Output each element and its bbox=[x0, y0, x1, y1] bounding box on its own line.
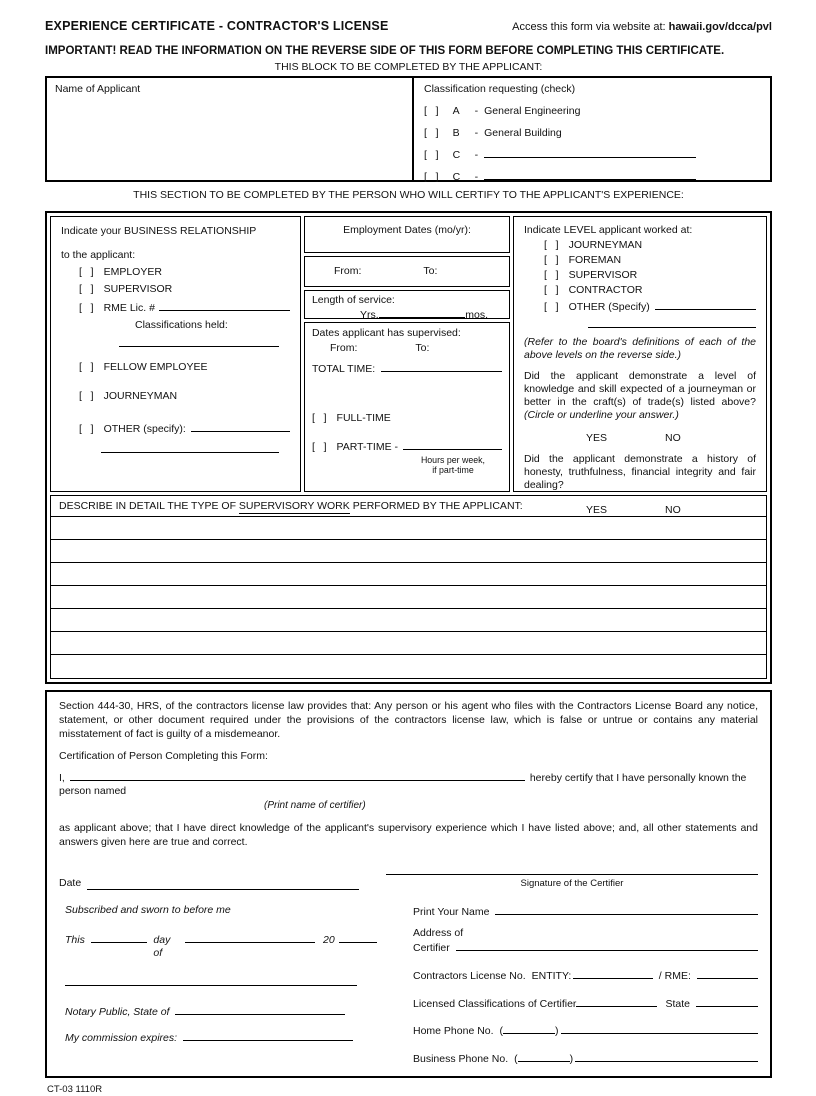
rme-label: RME Lic. # bbox=[103, 302, 155, 314]
classification-option-label: General Engineering bbox=[484, 105, 581, 117]
level-option-foreman bbox=[544, 254, 756, 267]
day-of-label: day of bbox=[153, 933, 171, 959]
signature-blank[interactable] bbox=[386, 865, 758, 875]
classification-blank-line[interactable] bbox=[484, 156, 696, 158]
employment-from-to-row bbox=[304, 256, 510, 287]
certify-section-caption: THIS SECTION TO BE COMPLETED BY THE PERSON WHO WILL CERTIFY TO THE APPLICANT'S EXPERIENCE: bbox=[133, 189, 684, 201]
date-signature-row bbox=[59, 865, 758, 890]
checkbox-icon[interactable]: [ ] bbox=[424, 105, 439, 117]
year-prefix: 20 bbox=[323, 933, 335, 946]
classifications-blank[interactable] bbox=[576, 996, 657, 1007]
employment-dates-column bbox=[304, 216, 510, 492]
classification-option-c1 bbox=[424, 149, 760, 162]
entity-number-blank[interactable] bbox=[573, 968, 652, 979]
this-label: This bbox=[65, 933, 85, 946]
question-1-answers bbox=[524, 432, 756, 445]
relationship-heading-2: to the applicant: bbox=[61, 249, 136, 261]
home-phone-label: Home Phone No. bbox=[413, 1024, 494, 1037]
checkbox-icon[interactable]: [ ] bbox=[311, 412, 327, 424]
business-phone-blank[interactable] bbox=[575, 1051, 758, 1062]
supervised-from-to-row bbox=[312, 342, 502, 355]
level-option-label: CONTRACTOR bbox=[568, 284, 643, 296]
state-blank[interactable] bbox=[696, 996, 758, 1007]
certification-section bbox=[45, 690, 772, 1078]
describe-writing-line[interactable] bbox=[51, 517, 766, 540]
no-answer[interactable]: NO bbox=[665, 504, 681, 516]
level-column bbox=[513, 216, 767, 516]
full-time-label: FULL-TIME bbox=[336, 412, 391, 424]
classification-code: B bbox=[452, 127, 460, 139]
classification-code: C bbox=[452, 171, 461, 183]
describe-title-post: PERFORMED BY THE APPLICANT: bbox=[349, 500, 523, 512]
no-answer[interactable]: NO bbox=[665, 432, 681, 444]
to-label: To: bbox=[423, 265, 438, 277]
business-phone-row bbox=[413, 1051, 758, 1066]
checkbox-icon[interactable]: [ ] bbox=[424, 149, 439, 161]
hereby-text: hereby certify that I have personally known the person named bbox=[59, 772, 747, 798]
applicant-block-caption: THIS BLOCK TO BE COMPLETED BY THE APPLICANT: bbox=[274, 61, 543, 73]
supervisor-label: SUPERVISOR bbox=[103, 283, 173, 295]
checkbox-icon[interactable]: [ ] bbox=[311, 441, 327, 453]
entity-label: ENTITY: bbox=[531, 969, 572, 982]
notary-public-row bbox=[65, 1004, 377, 1019]
access-url: hawaii.gov/dcca/pvl bbox=[668, 21, 772, 33]
notary-public-label: Notary Public, State of bbox=[65, 1005, 170, 1018]
describe-writing-line[interactable] bbox=[51, 632, 766, 655]
supervised-to-label: To: bbox=[415, 342, 430, 354]
certifier-name-blank[interactable] bbox=[70, 779, 525, 781]
business-relationship-column bbox=[50, 216, 301, 492]
yes-answer[interactable]: YES bbox=[586, 504, 608, 516]
describe-writing-line[interactable] bbox=[51, 655, 766, 678]
sworn-text: Subscribed and sworn to before me bbox=[65, 903, 231, 916]
journeyman-option bbox=[79, 390, 290, 403]
i-label: I, bbox=[59, 772, 65, 785]
notary-signature-blank[interactable] bbox=[65, 976, 357, 986]
classification-option-c2 bbox=[424, 171, 760, 184]
checkbox-icon[interactable]: [ ] bbox=[424, 127, 439, 139]
checkbox-icon[interactable]: [ ] bbox=[424, 171, 439, 183]
print-name-label: Print Your Name bbox=[413, 905, 490, 918]
day-blank[interactable] bbox=[91, 941, 148, 943]
supervisor-option bbox=[79, 283, 290, 296]
commission-label: My commission expires: bbox=[65, 1031, 178, 1044]
supervised-from-label: From: bbox=[329, 342, 358, 354]
commission-row bbox=[65, 1030, 377, 1045]
mos-label: mos. bbox=[465, 309, 488, 321]
question-2-answers bbox=[524, 504, 756, 517]
employer-option bbox=[79, 266, 290, 279]
level-other-blank-2[interactable] bbox=[588, 326, 756, 328]
describe-writing-line[interactable] bbox=[51, 563, 766, 586]
describe-title-underlined: SUPERVISORY WORK bbox=[238, 500, 350, 512]
fellow-employee-option bbox=[79, 361, 290, 374]
business-phone-label: Business Phone No. bbox=[413, 1052, 509, 1065]
yrs-mos-blank[interactable] bbox=[379, 307, 466, 318]
hours-note bbox=[404, 455, 502, 475]
classifications-held-label: Classifications held: bbox=[135, 319, 228, 331]
classification-blank-line[interactable] bbox=[484, 178, 696, 180]
certification-label: Certification of Person Completing this Form: bbox=[59, 750, 268, 763]
level-option-other bbox=[544, 299, 756, 314]
date-label: Date bbox=[59, 876, 82, 889]
important-notice: IMPORTANT! READ THE INFORMATION ON THE REVERSE SIDE OF THIS FORM BEFORE COMPLETING THIS CERTIFICATE. bbox=[45, 45, 725, 57]
describe-title-pre: DESCRIBE IN DETAIL THE TYPE OF bbox=[59, 500, 239, 512]
fellow-employee-label: FELLOW EMPLOYEE bbox=[103, 361, 208, 373]
paren-open: ( bbox=[514, 1052, 518, 1065]
employment-dates-title: Employment Dates (mo/yr): bbox=[304, 216, 510, 253]
yrs-label: Yrs. bbox=[359, 309, 379, 321]
checkbox-icon[interactable]: [ ] bbox=[544, 254, 559, 266]
checkbox-icon[interactable]: [ ] bbox=[544, 239, 559, 251]
question-1-text: Did the applicant demonstrate a level of knowledge and skill expected of a journeyman or better in the craft(s) of trade(s) listed above? bbox=[524, 370, 756, 408]
checkbox-icon[interactable]: [ ] bbox=[544, 269, 559, 281]
area-code-blank[interactable] bbox=[503, 1023, 555, 1034]
checkbox-icon[interactable]: [ ] bbox=[79, 361, 94, 373]
print-name-blank[interactable] bbox=[495, 904, 758, 915]
from-label: From: bbox=[333, 265, 362, 277]
classification-code: C bbox=[452, 149, 461, 161]
classification-option-b bbox=[424, 127, 760, 140]
commission-blank[interactable] bbox=[183, 1030, 353, 1041]
journeyman-label: JOURNEYMAN bbox=[103, 390, 178, 402]
hours-note-line2: if part-time bbox=[432, 465, 474, 475]
rme-slash-label: / RME: bbox=[658, 969, 691, 982]
part-time-label: PART-TIME - bbox=[336, 441, 398, 453]
level-option-contractor bbox=[544, 284, 756, 297]
yrs-mos-row bbox=[312, 307, 502, 322]
checkbox-icon[interactable]: [ ] bbox=[544, 284, 559, 296]
signature-caption: Signature of the Certifier bbox=[520, 877, 624, 889]
question-1-note: (Circle or underline your answer.) bbox=[524, 409, 679, 421]
other-option bbox=[79, 421, 290, 436]
signature-block bbox=[386, 865, 758, 890]
yes-answer[interactable]: YES bbox=[586, 432, 608, 444]
describe-writing-line[interactable] bbox=[51, 586, 766, 609]
area-code-blank[interactable] bbox=[518, 1051, 570, 1062]
access-label: Access this form via website at: bbox=[512, 21, 666, 33]
checkbox-icon[interactable]: [ ] bbox=[79, 266, 94, 278]
classification-option-label: General Building bbox=[484, 127, 562, 139]
paren-close: ) bbox=[569, 1052, 574, 1065]
classification-code: A bbox=[452, 105, 460, 117]
print-name-note: (Print name of certifier) bbox=[264, 800, 366, 812]
level-option-label: SUPERVISOR bbox=[568, 269, 638, 281]
part-time-hours-blank[interactable] bbox=[403, 439, 502, 450]
home-phone-row bbox=[413, 1023, 758, 1038]
classification-option-a bbox=[424, 105, 760, 118]
part-time-option bbox=[312, 439, 502, 454]
refer-note: (Refer to the board's definitions of each of the above levels on the reverse side.) bbox=[524, 336, 756, 361]
question-2: Did the applicant demonstrate a history of honesty, truthfulness, financial integrity and fair dealing? bbox=[524, 453, 756, 491]
dash: - bbox=[474, 171, 479, 183]
this-day-row bbox=[65, 934, 377, 960]
dash: - bbox=[474, 127, 479, 139]
level-option-label: FOREMAN bbox=[568, 254, 622, 266]
classification-label: Classification requesting (check) bbox=[424, 83, 576, 95]
notary-state-blank[interactable] bbox=[175, 1004, 345, 1015]
paren-open: ( bbox=[499, 1024, 504, 1037]
hours-note-line1: Hours per week, bbox=[420, 455, 485, 465]
year-blank[interactable] bbox=[339, 941, 377, 943]
total-time-label: TOTAL TIME: bbox=[311, 363, 376, 375]
length-of-service-label: Length of service: bbox=[311, 294, 395, 306]
describe-section bbox=[50, 495, 767, 679]
notary-column bbox=[59, 904, 377, 1066]
level-other-label: OTHER (Specify) bbox=[568, 301, 650, 313]
checkbox-icon[interactable]: [ ] bbox=[79, 283, 94, 295]
full-time-option bbox=[312, 412, 502, 425]
checkbox-icon[interactable]: [ ] bbox=[544, 301, 559, 313]
certifier-column bbox=[413, 904, 758, 1066]
other-specify-blank-2[interactable] bbox=[101, 451, 279, 453]
describe-writing-line[interactable] bbox=[51, 540, 766, 563]
date-blank[interactable] bbox=[87, 880, 359, 890]
describe-writing-line[interactable] bbox=[51, 609, 766, 632]
dash: - bbox=[474, 105, 479, 117]
rme-number-blank[interactable] bbox=[697, 968, 758, 979]
checkbox-icon[interactable]: [ ] bbox=[79, 390, 94, 402]
total-time-row bbox=[312, 361, 502, 376]
supervised-box bbox=[304, 322, 510, 492]
certifier-name-row bbox=[59, 772, 758, 798]
month-blank[interactable] bbox=[185, 941, 315, 943]
total-time-blank[interactable] bbox=[381, 361, 502, 372]
classifications-label: Licensed Classifications of Certifier bbox=[413, 997, 577, 1010]
length-of-service-box bbox=[304, 290, 510, 319]
name-of-applicant-cell[interactable] bbox=[47, 78, 412, 180]
state-label: State bbox=[665, 997, 690, 1010]
classifications-row bbox=[413, 996, 758, 1011]
address-row bbox=[413, 940, 758, 955]
form-number: CT-03 1110R bbox=[47, 1083, 103, 1095]
checkbox-icon[interactable]: [ ] bbox=[79, 302, 94, 314]
paren-close: ) bbox=[555, 1024, 559, 1037]
level-option-label: JOURNEYMAN bbox=[568, 239, 643, 251]
license-number-row bbox=[413, 968, 758, 983]
header bbox=[45, 20, 772, 34]
level-other-blank[interactable] bbox=[655, 299, 756, 310]
page-title: EXPERIENCE CERTIFICATE - CONTRACTOR'S LICENSE bbox=[45, 19, 389, 33]
law-text: Section 444-30, HRS, of the contractors license law provides that: Any person or his agent who files with the Contractors License Board any notice, statement, or other document required under the provisions of the contractors license law, which is false or untrue or contains any material misstatement of fact is guilty of a misdemeanor. bbox=[59, 700, 758, 740]
rme-option bbox=[79, 300, 290, 315]
address-blank[interactable] bbox=[456, 940, 758, 951]
rme-license-blank[interactable] bbox=[159, 300, 290, 311]
print-name-row bbox=[413, 904, 758, 919]
other-label: OTHER (specify): bbox=[103, 423, 186, 435]
employer-label: EMPLOYER bbox=[103, 266, 162, 278]
address-label-line1: Address of bbox=[413, 926, 464, 939]
classifications-held-blank[interactable] bbox=[119, 345, 279, 347]
relationship-heading-1: Indicate your BUSINESS RELATIONSHIP bbox=[61, 225, 257, 237]
dash: - bbox=[474, 149, 479, 161]
access-note bbox=[512, 21, 772, 34]
certify-section bbox=[45, 211, 772, 684]
checkbox-icon[interactable]: [ ] bbox=[79, 423, 94, 435]
notary-certifier-columns bbox=[59, 904, 758, 1066]
applicant-block bbox=[45, 76, 772, 182]
question-1 bbox=[524, 370, 756, 422]
license-label: Contractors License No. bbox=[413, 969, 526, 982]
address-label-row bbox=[413, 927, 758, 940]
address-label-line2: Certifier bbox=[413, 941, 450, 954]
level-title: Indicate LEVEL applicant worked at: bbox=[524, 224, 693, 236]
home-phone-blank[interactable] bbox=[561, 1023, 758, 1034]
supervised-label: Dates applicant has supervised: bbox=[311, 327, 461, 339]
other-specify-blank[interactable] bbox=[191, 421, 290, 432]
certification-continued-text: as applicant above; that I have direct knowledge of the applicant's supervisory experience which I have listed above; and, all other statements and answers given here are true and correct. bbox=[59, 822, 758, 849]
name-of-applicant-label: Name of Applicant bbox=[55, 83, 141, 95]
level-option-journeyman bbox=[544, 239, 756, 252]
level-option-supervisor bbox=[544, 269, 756, 282]
classification-cell bbox=[412, 78, 770, 183]
